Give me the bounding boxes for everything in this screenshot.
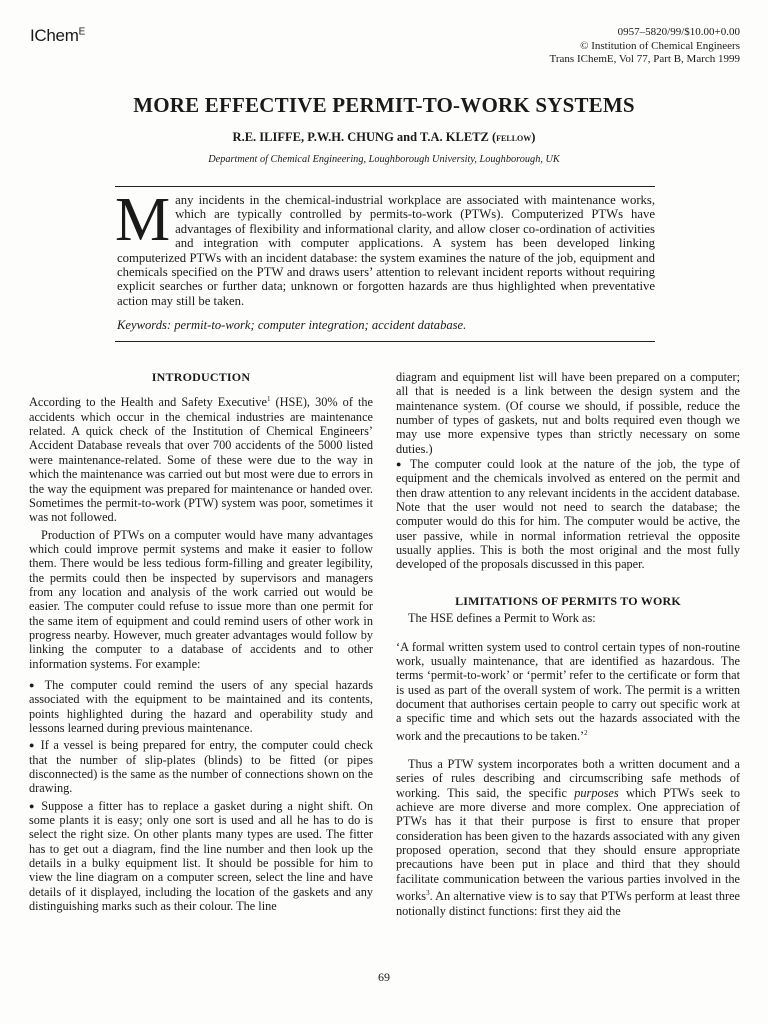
left-column <box>29 370 373 913</box>
bullet-icon: ● <box>29 800 37 811</box>
keywords: Keywords: permit-to-work; computer integration; accident database. <box>117 318 467 332</box>
abstract-bottom-rule <box>115 341 655 342</box>
ichem-logo: IChem$^E$ <box>30 26 85 45</box>
bullet-item: ● The computer could remind the users of any special hazards associated with the equipment to be maintained and its contents, points highlighted during the hazard and operability study and lessons learned during previous maintenance. <box>29 677 374 735</box>
bullet-item: ● The computer could look at the nature of the job, the type of equipment and the chemicals involved as entered on the permit and then draw attention to any relevant incidents in the accident database. Note that the user would not need to search the database; the computer would do this for him. The computer would be active, the user passive, while in normal information retrieval the opposite usually applies. This is both the most original and the most fully developed of the proposals discussed in this paper. <box>396 457 740 572</box>
paragraph: diagram and equipment list will have been prepared on a computer; all that is needed is a link between the design system and the maintenance system. (Of course we should, if possible, reduce the number of types of gaskets, nut and bolts required even though we may use more expensive types than strictly necessary on some duties.) <box>396 370 740 456</box>
paper-title: MORE EFFECTIVE PERMIT-TO-WORK SYSTEMS <box>133 93 635 117</box>
bullet-icon: ● <box>396 459 405 470</box>
bullet-item: ● Suppose a fitter has to replace a gasket during a night shift. On some plants it is easy; only one sort is used and all he has to do is select the right size. On other plants many types are used. The fitter has to get out a diagram, find the line number and then look up the details in a bulky equipment list. It should be possible for him to view the line diagram on a computer screen, select the line and have details of it displayed, including the location of the gaskets and any distinguishing marks such as their colour. The line <box>29 798 373 914</box>
author-list: R.E. ILIFFE, P.W.H. CHUNG and T.A. KLETZ (fellow) <box>232 130 536 144</box>
journal-line: Trans IChemE, Vol 77, Part B, March 1999 <box>549 53 740 65</box>
bullet-item: ● If a vessel is being prepared for entry, the computer could check that the number of slip-plates (blinds) to be fitted (or pipes disconnected) is the same as the number of connections shown on the drawing. <box>29 738 373 796</box>
section-heading-introduction: INTRODUCTION <box>151 370 251 384</box>
publication-info <box>550 26 740 67</box>
paragraph: The HSE defines a Permit to Work as: <box>408 611 596 626</box>
copyright-line: © Institution of Chemical Engineers <box>580 39 740 52</box>
abstract-top-rule <box>115 186 655 187</box>
right-column <box>396 370 740 918</box>
paragraph: Production of PTWs on a computer would have many advantages which could improve permit systems and make it easier to follow them. There would be less tedious form-filling and greater legibility, the permits could then be inspected by supervisors and managers from any location and analysis of the work carried out would be easier. The computer could refuse to issue more than one permit for the same item of equipment and could remind users of other work in progress nearby. However, much greater advantages would follow by linking the computer to a database of accidents and to other information systems. For example: <box>29 527 373 671</box>
paragraph: According to the Health and Safety Executive$^1$ (HSE), 30% of the accidents which occur in the chemical industries are maintenance related. A quick check of the Institution of Chemical Engineers’ Accident Database reveals that over 700 accidents of the 5000 listed were maintenance-related. Some of these were due to the way in which the maintenance was carried out but most were due to errors in the way the equipment was prepared for maintenance or handed over. Sometimes the permit-to-work (PTW) system was poor, sometimes it was not followed. <box>29 395 373 525</box>
section-heading-limitations: LIMITATIONS OF PERMITS TO WORK <box>455 593 681 608</box>
bullet-icon: ● <box>29 740 36 751</box>
abstract <box>115 186 655 308</box>
affiliation: Department of Chemical Engineering, Loughborough University, Loughborough, UK <box>208 154 560 165</box>
paragraph: Thus a PTW system incorporates both a written document and a series of rules describing and circumscribing safe methods of working. This said, the specific purposes which PTWs seek to achieve are more diverse and more complex. One appreciation of PTWs has it that their purpose is first to ensure that proper consideration has been given to the hazards associated with any given proposed operation, second that they should ensure appropriate precautions have been put in place and third that they should facilitate communication between the various parties involved in the works$^3$. An alternative view is to say that PTWs perform at least three notionally distinct functions: first they aid the <box>396 757 740 918</box>
drop-cap: M <box>115 186 171 254</box>
abstract-text: any incidents in the chemical-industrial workplace are associated with maintenance works, which are typically controlled by permits-to-work (PTWs). Computerized PTWs have advantages of flexibility and informational clarity, and allow closer co-ordination of activities and integration with computer applications. A system has been developed linking computerized PTWs with an incident database: the system examines the nature of the job, equipment and chemicals specified on the PTW and draws users’ attention to relevant incident reports without requiring explicit searches or further data; unknown or forgotten hazards are thus highlighted when preventative action may still be taken. <box>117 193 655 308</box>
issn-line: 0957–5820/99/$10.00+0.00 <box>617 26 740 38</box>
quotation: ‘A formal written system used to control certain types of non-routine work, usually maintenance, that are identified as hazardous. The terms ‘permit-to-work’ or ‘permit’ refer to the certificate or form that is used as part of the overall system of work. The permit is a written document that authorises certain people to carry out specific work at a specific time and which sets out the hazards associated with the work and the precautions to be taken.’$^2$ <box>396 639 740 743</box>
page-number: 69 <box>378 970 390 984</box>
bullet-icon: ● <box>29 679 39 690</box>
